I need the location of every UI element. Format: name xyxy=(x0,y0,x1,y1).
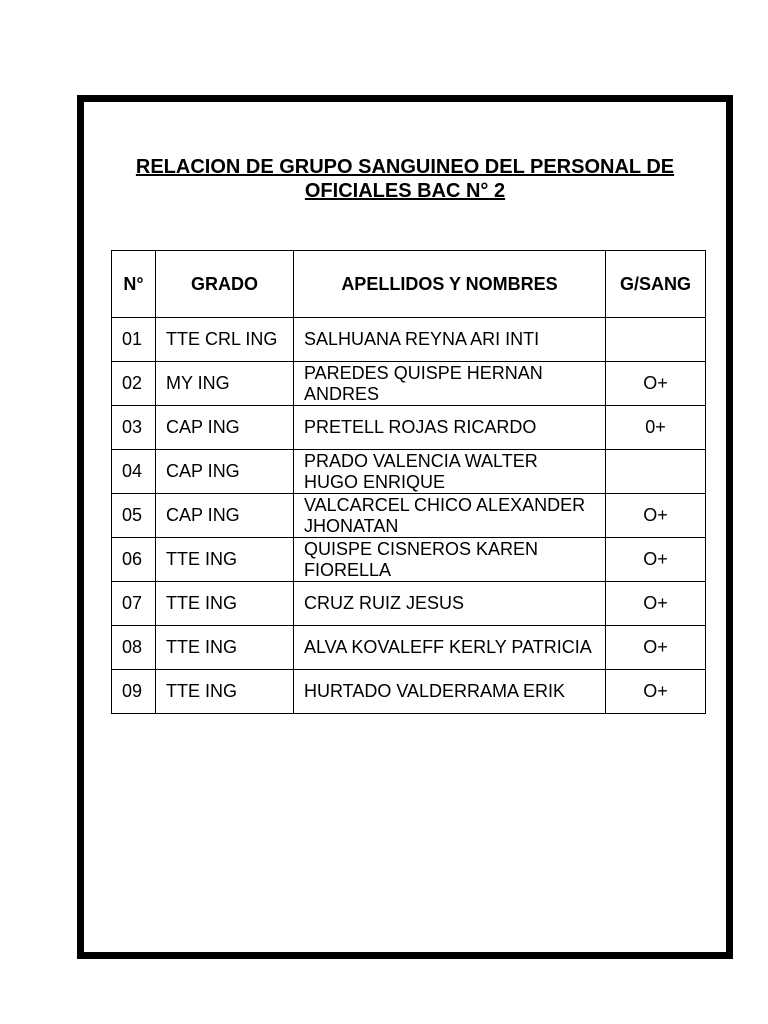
document-title xyxy=(100,155,710,203)
table-row xyxy=(112,626,706,670)
blood-group-table xyxy=(111,250,706,714)
table-row xyxy=(112,582,706,626)
table-row xyxy=(112,406,706,450)
row-number: 02 xyxy=(112,362,156,406)
header-grado: GRADO xyxy=(156,251,294,318)
row-number: 06 xyxy=(112,538,156,582)
row-gsang xyxy=(606,450,706,494)
title-line-2: OFICIALES BAC N° 2 xyxy=(304,180,506,202)
row-grado: TTE ING xyxy=(156,670,294,714)
row-grado: CAP ING xyxy=(156,450,294,494)
row-gsang: O+ xyxy=(606,494,706,538)
row-nombres: VALCARCEL CHICO ALEXANDER JHONATAN xyxy=(294,494,606,538)
header-number: N° xyxy=(112,251,156,318)
table-header-row xyxy=(112,251,706,318)
table-body xyxy=(112,318,706,714)
row-gsang: O+ xyxy=(606,582,706,626)
row-grado: TTE ING xyxy=(156,626,294,670)
row-grado: TTE CRL ING xyxy=(156,318,294,362)
row-gsang: 0+ xyxy=(606,406,706,450)
row-number: 07 xyxy=(112,582,156,626)
table-row xyxy=(112,494,706,538)
row-gsang: O+ xyxy=(606,538,706,582)
row-gsang: O+ xyxy=(606,626,706,670)
row-number: 09 xyxy=(112,670,156,714)
row-gsang: O+ xyxy=(606,670,706,714)
row-nombres: ALVA KOVALEFF KERLY PATRICIA xyxy=(294,626,606,670)
row-grado: TTE ING xyxy=(156,582,294,626)
row-number: 03 xyxy=(112,406,156,450)
table-row xyxy=(112,450,706,494)
row-nombres: PAREDES QUISPE HERNAN ANDRES xyxy=(294,362,606,406)
header-gsang: G/SANG xyxy=(606,251,706,318)
row-gsang xyxy=(606,318,706,362)
row-number: 05 xyxy=(112,494,156,538)
row-grado: TTE ING xyxy=(156,538,294,582)
row-nombres: QUISPE CISNEROS KAREN FIORELLA xyxy=(294,538,606,582)
row-nombres: PRADO VALENCIA WALTER HUGO ENRIQUE xyxy=(294,450,606,494)
row-grado: CAP ING xyxy=(156,406,294,450)
row-grado: MY ING xyxy=(156,362,294,406)
row-grado: CAP ING xyxy=(156,494,294,538)
table-row xyxy=(112,362,706,406)
table-row xyxy=(112,538,706,582)
row-nombres: HURTADO VALDERRAMA ERIK xyxy=(294,670,606,714)
row-gsang: O+ xyxy=(606,362,706,406)
title-line-1: RELACION DE GRUPO SANGUINEO DEL PERSONAL DE xyxy=(135,156,675,178)
header-nombres: APELLIDOS Y NOMBRES xyxy=(294,251,606,318)
row-nombres: CRUZ RUIZ JESUS xyxy=(294,582,606,626)
table-row xyxy=(112,670,706,714)
row-nombres: PRETELL ROJAS RICARDO xyxy=(294,406,606,450)
table-row xyxy=(112,318,706,362)
row-number: 04 xyxy=(112,450,156,494)
row-nombres: SALHUANA REYNA ARI INTI xyxy=(294,318,606,362)
row-number: 01 xyxy=(112,318,156,362)
row-number: 08 xyxy=(112,626,156,670)
